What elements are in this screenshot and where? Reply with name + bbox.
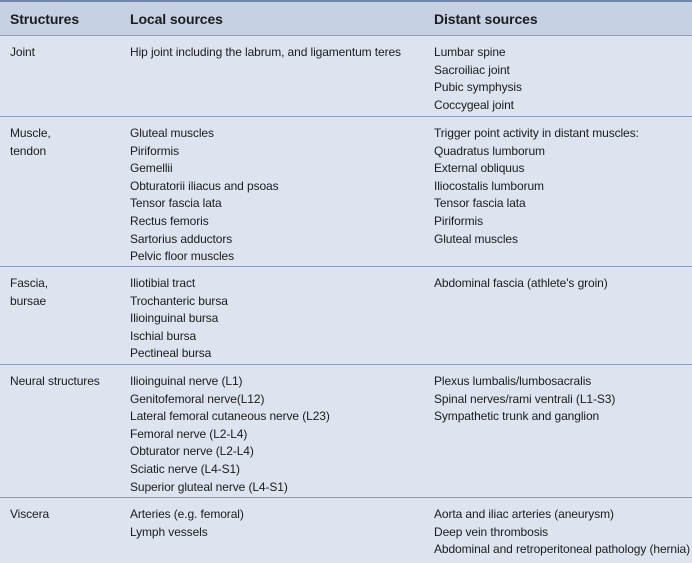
distant-sources-cell	[424, 44, 692, 116]
local-sources-cell	[121, 125, 424, 266]
structure-text: Viscera	[10, 507, 50, 521]
local-source-item: Gemellii	[130, 161, 173, 176]
structure-cell	[0, 275, 121, 364]
local-source-item: Superior gluteal nerve (L4-S1)	[130, 479, 288, 494]
distant-sources-cell	[424, 275, 692, 364]
distant-source-item: Aorta and iliac arteries (aneurysm)	[434, 507, 614, 521]
local-source-item: Femoral nerve (L2-L4)	[130, 426, 248, 441]
local-source-item: Pectineal bursa	[130, 346, 212, 361]
distant-source-item: Abdominal and retroperitoneal pathology (hernia)	[434, 542, 691, 557]
local-sources-cell	[121, 506, 424, 563]
table-row-fascia-bursae	[0, 267, 692, 365]
local-source-item: Tensor fascia lata	[130, 196, 222, 211]
distant-source-item: Gluteal muscles	[434, 231, 518, 246]
local-sources-cell	[121, 373, 424, 497]
structure-cell	[0, 125, 121, 266]
table-row-joint	[0, 36, 692, 117]
structure-cell	[0, 373, 121, 497]
distant-source-item: Quadratus lumborum	[434, 143, 545, 158]
distant-source-item: Trigger point activity in distant muscles:	[434, 126, 639, 140]
structure-text: tendon	[10, 143, 47, 158]
distant-source-item: Coccygeal joint	[434, 97, 514, 112]
distant-source-item: Iliocostalis lumborum	[434, 178, 544, 193]
local-source-item: Rectus femoris	[130, 213, 209, 228]
local-source-item: Lateral femoral cutaneous nerve (L23)	[130, 409, 330, 424]
local-source-item: Hip joint including the labrum, and ligamentum teres	[130, 45, 401, 59]
structure-text: Fascia,	[10, 276, 48, 290]
local-source-item: Pelvic floor muscles	[130, 249, 235, 264]
distant-source-item: Abdominal fascia (athlete's groin)	[434, 276, 608, 290]
header-distant-sources: Distant sources	[434, 11, 538, 27]
distant-source-item: Lumbar spine	[434, 45, 506, 59]
local-source-item: Arteries (e.g. femoral)	[130, 507, 244, 521]
local-source-item: Piriformis	[130, 143, 179, 158]
local-source-item: Sciatic nerve (L4-S1)	[130, 461, 240, 476]
table-header-row	[0, 2, 692, 36]
table-row-viscera	[0, 498, 692, 563]
local-source-item: Trochanteric bursa	[130, 293, 228, 308]
local-source-item: Obturatorii iliacus and psoas	[130, 178, 279, 193]
structure-text: Joint	[10, 45, 35, 59]
local-source-item: Ischial bursa	[130, 328, 197, 343]
local-source-item: Genitofemoral nerve(L12)	[130, 391, 265, 406]
distant-sources-cell	[424, 506, 692, 563]
distant-source-item: Spinal nerves/rami ventrali (L1-S3)	[434, 391, 616, 406]
distant-source-item: Sympathetic trunk and ganglion	[434, 409, 600, 424]
local-source-item: Gluteal muscles	[130, 126, 214, 140]
local-source-item: Ilioinguinal bursa	[130, 311, 219, 326]
table-row-neural-structures	[0, 365, 692, 498]
distant-source-item: Pubic symphysis	[434, 80, 522, 95]
distant-source-item: Deep vein thrombosis	[434, 524, 549, 539]
local-source-item: Lymph vessels	[130, 524, 208, 539]
header-structures: Structures	[10, 11, 80, 27]
structure-cell	[0, 44, 121, 116]
structure-text: bursae	[10, 293, 47, 308]
distant-sources-cell	[424, 125, 692, 266]
header-local-sources: Local sources	[130, 11, 223, 27]
distant-sources-cell	[424, 373, 692, 497]
structure-text: Muscle,	[10, 126, 51, 140]
structure-text: Neural structures	[10, 374, 100, 388]
distant-source-item: Piriformis	[434, 213, 483, 228]
local-source-item: Iliotibial tract	[130, 276, 196, 290]
local-source-item: Obturator nerve (L2-L4)	[130, 444, 254, 459]
table-row-muscle-tendon	[0, 117, 692, 267]
local-sources-cell	[121, 44, 424, 116]
local-source-item: Sartorius adductors	[130, 231, 233, 246]
distant-source-item: Tensor fascia lata	[434, 196, 526, 211]
distant-source-item: Sacroiliac joint	[434, 62, 510, 77]
distant-source-item: Plexus lumbalis/lumbosacralis	[434, 374, 592, 388]
structure-cell	[0, 506, 121, 563]
local-source-item: Ilioinguinal nerve (L1)	[130, 374, 243, 388]
distant-source-item: External obliquus	[434, 161, 525, 176]
local-sources-cell	[121, 275, 424, 364]
